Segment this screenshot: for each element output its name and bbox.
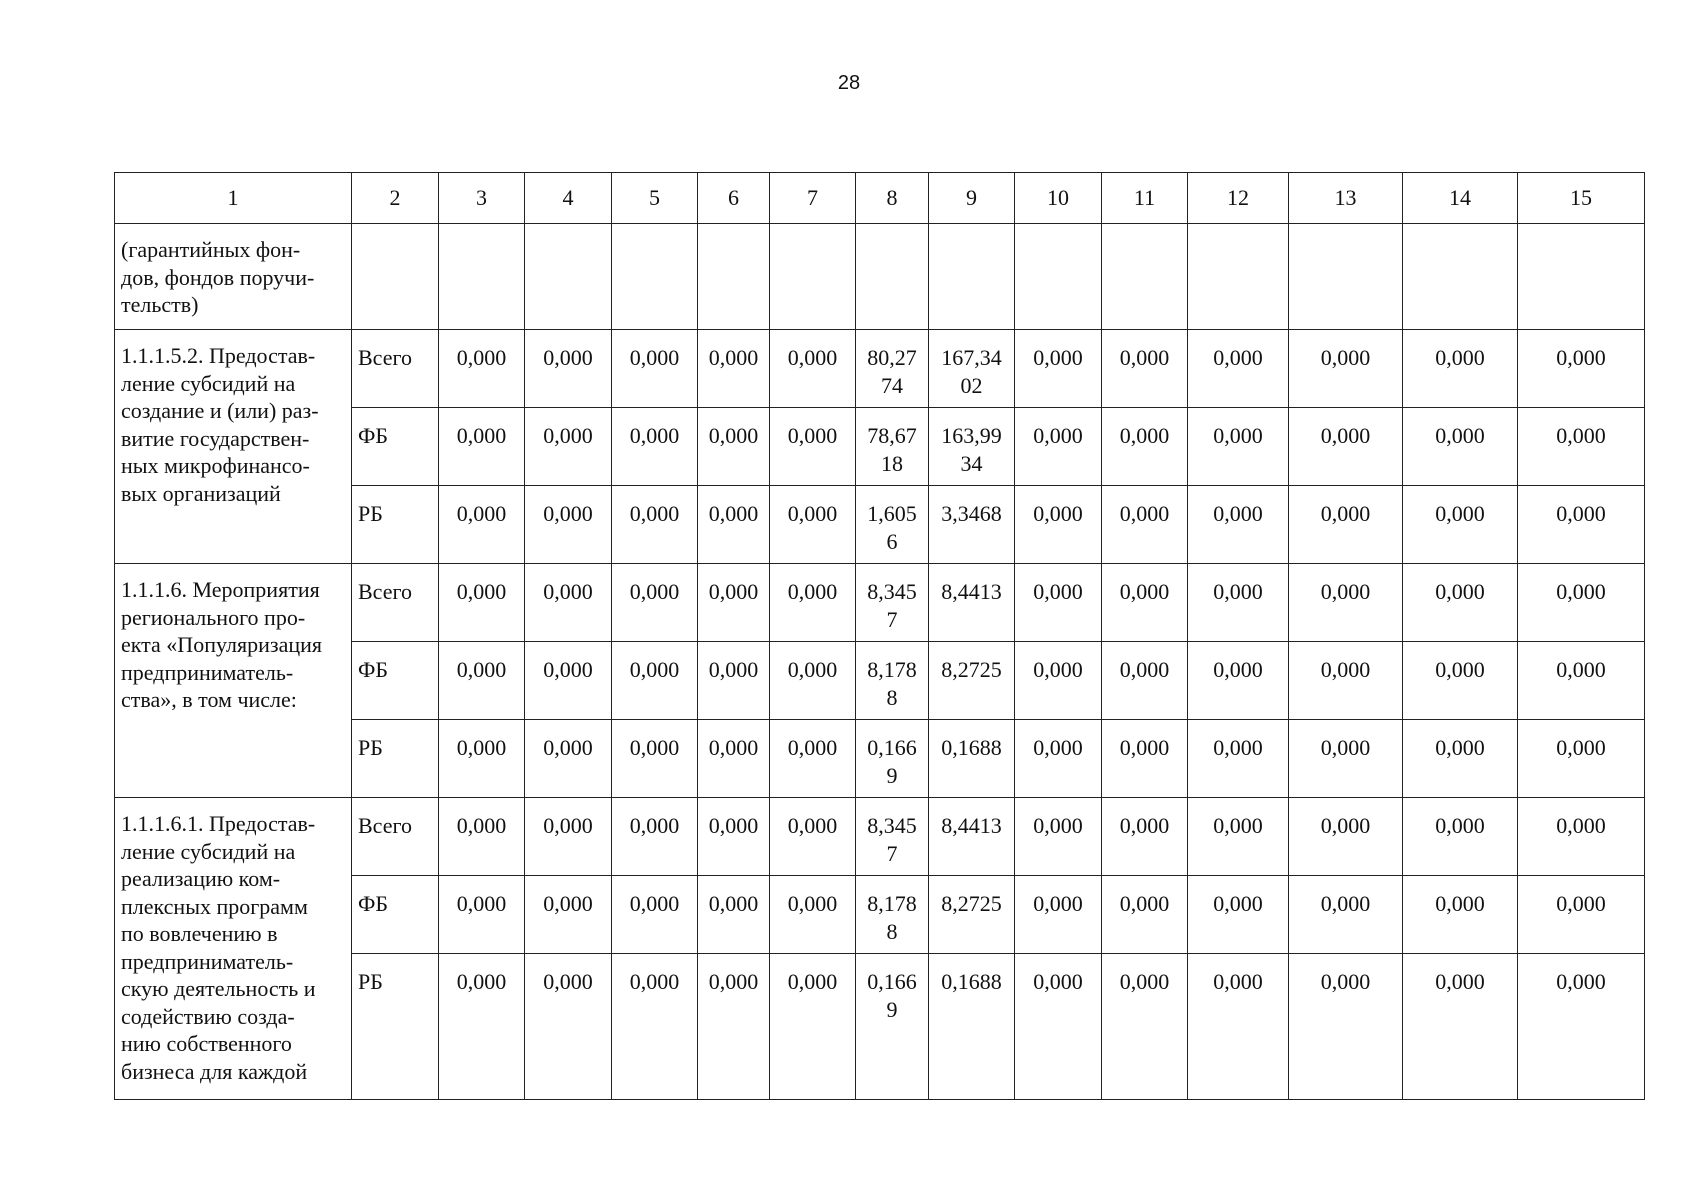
value-cell: 0,000 bbox=[525, 720, 612, 798]
value-cell: 0,000 bbox=[612, 330, 698, 408]
value-cell: 0,000 bbox=[1188, 798, 1289, 876]
value-cell: 0,000 bbox=[439, 564, 525, 642]
value-cell: 0,000 bbox=[1518, 720, 1645, 798]
empty-cell bbox=[352, 224, 439, 330]
value-cell: 0,000 bbox=[1518, 876, 1645, 954]
value-cell: 8,2725 bbox=[929, 642, 1015, 720]
value-cell: 0,000 bbox=[1518, 954, 1645, 1100]
empty-cell bbox=[1518, 224, 1645, 330]
value-cell: 0,000 bbox=[1289, 876, 1403, 954]
value-cell: 0,000 bbox=[1015, 330, 1102, 408]
value-cell: 0,166 9 bbox=[856, 954, 929, 1100]
column-header: 5 bbox=[612, 173, 698, 224]
value-cell: 0,000 bbox=[1015, 720, 1102, 798]
value-cell: 0,000 bbox=[1102, 798, 1188, 876]
value-cell: 0,000 bbox=[1289, 330, 1403, 408]
value-cell: 8,345 7 bbox=[856, 798, 929, 876]
value-cell: 0,000 bbox=[1188, 642, 1289, 720]
value-cell: 0,000 bbox=[698, 408, 770, 486]
value-cell: 0,000 bbox=[1188, 720, 1289, 798]
funding-source: Всего bbox=[352, 330, 439, 408]
column-header: 13 bbox=[1289, 173, 1403, 224]
value-cell: 0,000 bbox=[1403, 564, 1518, 642]
value-cell: 8,4413 bbox=[929, 564, 1015, 642]
table-row bbox=[115, 330, 1645, 408]
funding-source: РБ bbox=[352, 486, 439, 564]
value-cell: 0,000 bbox=[439, 408, 525, 486]
empty-cell bbox=[612, 224, 698, 330]
value-cell: 0,000 bbox=[770, 642, 856, 720]
value-cell: 0,000 bbox=[770, 408, 856, 486]
value-cell: 0,000 bbox=[525, 876, 612, 954]
column-header: 9 bbox=[929, 173, 1015, 224]
value-cell: 0,000 bbox=[1188, 330, 1289, 408]
column-header: 14 bbox=[1403, 173, 1518, 224]
value-cell: 0,000 bbox=[1102, 720, 1188, 798]
funding-source: Всего bbox=[352, 798, 439, 876]
value-cell: 0,000 bbox=[1188, 486, 1289, 564]
value-cell: 0,000 bbox=[698, 564, 770, 642]
value-cell: 0,000 bbox=[439, 954, 525, 1100]
value-cell: 0,000 bbox=[1015, 642, 1102, 720]
value-cell: 0,1688 bbox=[929, 954, 1015, 1100]
column-header: 6 bbox=[698, 173, 770, 224]
value-cell: 0,000 bbox=[698, 798, 770, 876]
value-cell: 0,000 bbox=[1289, 564, 1403, 642]
value-cell: 0,000 bbox=[1403, 642, 1518, 720]
column-header: 2 bbox=[352, 173, 439, 224]
value-cell: 8,4413 bbox=[929, 798, 1015, 876]
value-cell: 0,000 bbox=[1518, 408, 1645, 486]
value-cell: 78,67 18 bbox=[856, 408, 929, 486]
continuation-row bbox=[115, 224, 1645, 330]
funding-source: ФБ bbox=[352, 408, 439, 486]
value-cell: 1,605 6 bbox=[856, 486, 929, 564]
value-cell: 8,178 8 bbox=[856, 876, 929, 954]
empty-cell bbox=[856, 224, 929, 330]
value-cell: 163,99 34 bbox=[929, 408, 1015, 486]
funding-source: РБ bbox=[352, 720, 439, 798]
value-cell: 0,000 bbox=[1102, 876, 1188, 954]
value-cell: 0,000 bbox=[1015, 876, 1102, 954]
value-cell: 0,000 bbox=[1518, 564, 1645, 642]
column-header: 4 bbox=[525, 173, 612, 224]
value-cell: 0,000 bbox=[770, 720, 856, 798]
value-cell: 0,166 9 bbox=[856, 720, 929, 798]
value-cell: 0,000 bbox=[698, 642, 770, 720]
value-cell: 0,000 bbox=[698, 486, 770, 564]
column-header: 11 bbox=[1102, 173, 1188, 224]
activity-name: 1.1.1.6. Мероприятия регионального про- екта «Популяризация предприниматель- ства», в том числе: bbox=[115, 564, 352, 798]
value-cell: 0,1688 bbox=[929, 720, 1015, 798]
empty-cell bbox=[1102, 224, 1188, 330]
value-cell: 0,000 bbox=[612, 720, 698, 798]
value-cell: 0,000 bbox=[1289, 408, 1403, 486]
value-cell: 0,000 bbox=[1188, 954, 1289, 1100]
empty-cell bbox=[929, 224, 1015, 330]
empty-cell bbox=[1188, 224, 1289, 330]
value-cell: 0,000 bbox=[439, 720, 525, 798]
value-cell: 0,000 bbox=[698, 720, 770, 798]
value-cell: 0,000 bbox=[612, 408, 698, 486]
value-cell: 0,000 bbox=[698, 876, 770, 954]
column-header: 10 bbox=[1015, 173, 1102, 224]
value-cell: 0,000 bbox=[525, 486, 612, 564]
empty-cell bbox=[439, 224, 525, 330]
value-cell: 0,000 bbox=[1518, 330, 1645, 408]
value-cell: 0,000 bbox=[770, 330, 856, 408]
empty-cell bbox=[1403, 224, 1518, 330]
value-cell: 0,000 bbox=[770, 954, 856, 1100]
value-cell: 0,000 bbox=[1403, 408, 1518, 486]
value-cell: 0,000 bbox=[1102, 642, 1188, 720]
value-cell: 0,000 bbox=[1015, 408, 1102, 486]
value-cell: 167,34 02 bbox=[929, 330, 1015, 408]
value-cell: 0,000 bbox=[525, 954, 612, 1100]
value-cell: 0,000 bbox=[1289, 954, 1403, 1100]
value-cell: 0,000 bbox=[1403, 954, 1518, 1100]
empty-cell bbox=[770, 224, 856, 330]
value-cell: 0,000 bbox=[1015, 564, 1102, 642]
value-cell: 0,000 bbox=[1188, 564, 1289, 642]
value-cell: 3,3468 bbox=[929, 486, 1015, 564]
value-cell: 0,000 bbox=[1403, 876, 1518, 954]
value-cell: 8,2725 bbox=[929, 876, 1015, 954]
column-header: 15 bbox=[1518, 173, 1645, 224]
value-cell: 0,000 bbox=[770, 486, 856, 564]
value-cell: 0,000 bbox=[1403, 798, 1518, 876]
value-cell: 0,000 bbox=[1518, 642, 1645, 720]
value-cell: 0,000 bbox=[525, 330, 612, 408]
value-cell: 0,000 bbox=[698, 330, 770, 408]
value-cell: 0,000 bbox=[1403, 486, 1518, 564]
value-cell: 0,000 bbox=[1015, 954, 1102, 1100]
column-header: 1 bbox=[115, 173, 352, 224]
empty-cell bbox=[698, 224, 770, 330]
value-cell: 0,000 bbox=[1403, 720, 1518, 798]
funding-source: РБ bbox=[352, 954, 439, 1100]
value-cell: 0,000 bbox=[770, 876, 856, 954]
funding-source: Всего bbox=[352, 564, 439, 642]
value-cell: 0,000 bbox=[1289, 642, 1403, 720]
value-cell: 0,000 bbox=[525, 564, 612, 642]
value-cell: 0,000 bbox=[1188, 408, 1289, 486]
value-cell: 0,000 bbox=[1102, 564, 1188, 642]
value-cell: 0,000 bbox=[612, 876, 698, 954]
continuation-text: (гарантийных фон- дов, фондов поручи- тельств) bbox=[115, 224, 352, 330]
value-cell: 0,000 bbox=[1289, 720, 1403, 798]
activity-name: 1.1.1.6.1. Предостав- ление субсидий на реализацию ком- плексных программ по вовлечению в предприниматель- скую деятельность и содействию созда- нию собственного бизнеса для каждой bbox=[115, 798, 352, 1100]
value-cell: 0,000 bbox=[1015, 486, 1102, 564]
value-cell: 0,000 bbox=[612, 486, 698, 564]
value-cell: 0,000 bbox=[1289, 798, 1403, 876]
value-cell: 0,000 bbox=[1102, 954, 1188, 1100]
value-cell: 80,27 74 bbox=[856, 330, 929, 408]
value-cell: 0,000 bbox=[612, 954, 698, 1100]
value-cell: 0,000 bbox=[612, 798, 698, 876]
funding-source: ФБ bbox=[352, 876, 439, 954]
funding-table bbox=[114, 172, 1645, 1100]
page-number: 28 bbox=[837, 72, 861, 94]
funding-source: ФБ bbox=[352, 642, 439, 720]
value-cell: 0,000 bbox=[770, 798, 856, 876]
activity-name: 1.1.1.5.2. Предостав- ление субсидий на создание и (или) раз- витие государствен- ных микрофинансо- вых организаций bbox=[115, 330, 352, 564]
empty-cell bbox=[525, 224, 612, 330]
column-header: 7 bbox=[770, 173, 856, 224]
value-cell: 0,000 bbox=[770, 564, 856, 642]
column-header: 8 bbox=[856, 173, 929, 224]
value-cell: 0,000 bbox=[1015, 798, 1102, 876]
value-cell: 0,000 bbox=[439, 486, 525, 564]
value-cell: 0,000 bbox=[439, 876, 525, 954]
value-cell: 0,000 bbox=[612, 642, 698, 720]
value-cell: 0,000 bbox=[439, 642, 525, 720]
value-cell: 0,000 bbox=[525, 642, 612, 720]
value-cell: 0,000 bbox=[525, 798, 612, 876]
value-cell: 0,000 bbox=[439, 330, 525, 408]
value-cell: 0,000 bbox=[1102, 486, 1188, 564]
empty-cell bbox=[1015, 224, 1102, 330]
table-row bbox=[115, 798, 1645, 876]
column-header: 12 bbox=[1188, 173, 1289, 224]
value-cell: 0,000 bbox=[1289, 486, 1403, 564]
empty-cell bbox=[1289, 224, 1403, 330]
value-cell: 0,000 bbox=[1403, 330, 1518, 408]
header-row bbox=[115, 173, 1645, 224]
value-cell: 8,178 8 bbox=[856, 642, 929, 720]
value-cell: 0,000 bbox=[1518, 798, 1645, 876]
value-cell: 0,000 bbox=[698, 954, 770, 1100]
column-header: 3 bbox=[439, 173, 525, 224]
value-cell: 8,345 7 bbox=[856, 564, 929, 642]
value-cell: 0,000 bbox=[525, 408, 612, 486]
value-cell: 0,000 bbox=[1102, 330, 1188, 408]
value-cell: 0,000 bbox=[612, 564, 698, 642]
value-cell: 0,000 bbox=[439, 798, 525, 876]
table-row bbox=[115, 564, 1645, 642]
value-cell: 0,000 bbox=[1188, 876, 1289, 954]
value-cell: 0,000 bbox=[1102, 408, 1188, 486]
value-cell: 0,000 bbox=[1518, 486, 1645, 564]
